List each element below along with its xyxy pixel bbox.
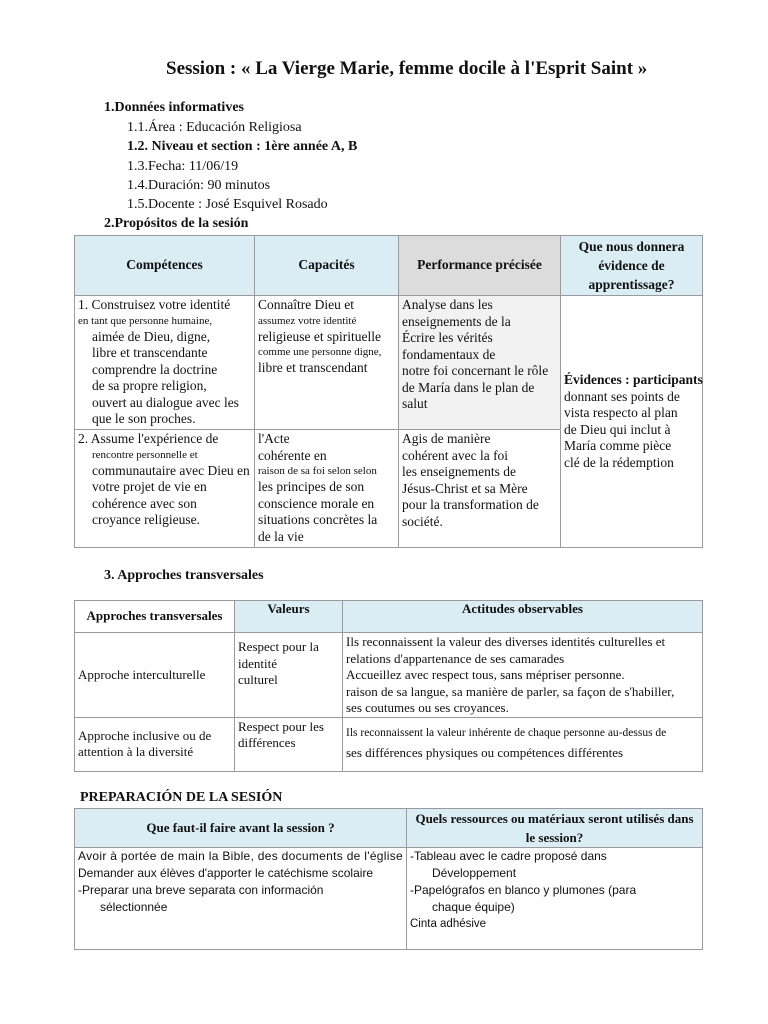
- info-teacher: 1.5.Docente : José Esquivel Rosado: [127, 197, 328, 212]
- header-evidence: Que nous donnera évidence de apprentissage?: [561, 236, 703, 296]
- text-line: Accueillez avec respect tous, sans mépriser personne.: [346, 667, 625, 682]
- approach-intercultural: Approche interculturelle: [75, 633, 235, 718]
- text-line: enseignements de la: [402, 313, 511, 329]
- info-area: 1.1.Área : Educación Religiosa: [127, 120, 302, 135]
- text-line: croyance religieuse.: [92, 512, 200, 527]
- text-line: Cinta adhésive: [410, 918, 487, 930]
- header-capacites: Capacités: [255, 236, 399, 296]
- preparation-table: [74, 808, 703, 950]
- text-line: donnant ses points de: [564, 388, 680, 404]
- attitude-cell-1: [343, 633, 703, 718]
- text-line: libre et transcendant: [258, 360, 368, 375]
- text-line: de la vie: [258, 528, 304, 544]
- text-line: Approche inclusive ou de: [78, 727, 212, 743]
- purposes-table: [74, 235, 703, 548]
- section-4-heading: PREPARACIÓN DE LA SESIÓN: [80, 790, 283, 805]
- text-line: de Dieu qui inclut à: [564, 421, 671, 437]
- approach-inclusive: [75, 717, 235, 771]
- text-line: les principes de son: [258, 479, 365, 494]
- text-line: rencontre personnelle et: [92, 448, 198, 461]
- text-line: 2. Assume l'expérience de: [78, 431, 219, 446]
- value-cell-1: [235, 633, 343, 718]
- header-competences: Compétences: [75, 236, 255, 296]
- text-line: Évidences : participants: [564, 372, 703, 387]
- text-line: votre projet de vie en: [92, 479, 207, 494]
- text-line: -Preparar una breve separata con información: [78, 883, 324, 897]
- text-line: sélectionnée: [100, 900, 168, 914]
- text-line: attention à la diversité: [78, 744, 194, 759]
- text-line: Respect pour la: [238, 639, 319, 654]
- text-line: culturel: [238, 672, 278, 687]
- text-line: de María dans le plan de: [402, 379, 535, 395]
- text-line: 1. Construisez votre identité: [78, 297, 231, 312]
- text-line: cohérente en: [258, 447, 327, 463]
- text-line: cohérence avec son: [92, 495, 197, 511]
- text-line: chaque équipe): [432, 900, 515, 914]
- text-line: Jésus-Christ et sa Mère: [402, 480, 528, 496]
- text-line: Avoir à portée de main la Bible, des documents de l'église: [78, 849, 403, 863]
- row1-performance: [399, 296, 561, 430]
- text-line: -Papelógrafos en blanco y plumones (para: [410, 883, 637, 897]
- text-line: société.: [402, 513, 443, 529]
- text-line: raison de sa langue, sa manière de parler, sa façon de s'habiller,: [346, 683, 675, 699]
- text-line: Ils reconnaissent la valeur des diverses identités culturelles et: [346, 634, 666, 649]
- text-line: différences: [238, 735, 296, 750]
- text-line: Respect pour les: [238, 718, 324, 734]
- text-line: situations concrètes la: [258, 512, 378, 527]
- before-session-cell: [75, 848, 407, 950]
- section-2-heading: 2.Propósitos de la sesión: [104, 216, 249, 231]
- row1-competence: [75, 296, 255, 430]
- attitude-cell-2: [343, 717, 703, 771]
- info-level: 1.2. Niveau et section : 1ère année A, B: [127, 139, 358, 154]
- text-line: vista respecto al plan: [564, 405, 678, 420]
- text-line: cohérent avec la foi: [402, 447, 509, 463]
- text-line: Demander aux élèves d'apporter le catéchisme scolaire: [78, 866, 374, 880]
- text-line: les enseignements de: [402, 464, 516, 479]
- text-line: comme une personne digne,: [258, 346, 382, 358]
- text-line: communautaire avec Dieu en: [92, 462, 250, 478]
- text-line: María comme pièce: [564, 438, 672, 453]
- transversal-table: [74, 600, 703, 772]
- info-date: 1.3.Fecha: 11/06/19: [127, 159, 239, 174]
- text-line: Analyse dans les: [402, 297, 493, 312]
- row2-competence: [75, 430, 255, 548]
- text-line: notre foi concernant le rôle: [402, 363, 549, 378]
- text-line: libre et transcendante: [92, 345, 208, 360]
- row1-capacity: [255, 296, 399, 430]
- row2-capacity: [255, 430, 399, 548]
- text-line: clé de la rédemption: [564, 454, 674, 470]
- text-line: ses différences physiques ou compétences différentes: [346, 744, 624, 760]
- header-values: Valeurs: [235, 601, 343, 633]
- text-line: ouvert au dialogue avec les: [92, 394, 239, 410]
- text-line: pour la transformation de: [402, 497, 539, 512]
- text-line: l'Acte: [258, 431, 290, 446]
- section-3-heading: 3. Approches transversales: [104, 568, 264, 583]
- text-line: en tant que personne humaine,: [78, 314, 213, 327]
- header-resources: Quels ressources ou matériaux seront utilisés dans le session?: [407, 809, 703, 848]
- text-line: identité: [238, 655, 277, 671]
- text-line: Développement: [432, 866, 517, 880]
- value-cell-2: [235, 717, 343, 771]
- text-line: salut: [402, 396, 428, 411]
- text-line: Ils reconnaissent la valeur inhérente de chaque personne au-dessus de: [346, 726, 667, 739]
- header-attitudes: Actitudes observables: [343, 601, 703, 633]
- header-approaches: Approches transversales: [75, 601, 235, 633]
- section-1-heading: 1.Données informatives: [104, 100, 244, 115]
- text-line: Connaître Dieu et: [258, 297, 354, 312]
- header-performance: Performance précisée: [399, 236, 561, 296]
- text-line: raison de sa foi selon selon: [258, 465, 377, 477]
- text-line: aimée de Dieu, digne,: [92, 328, 211, 344]
- row2-performance: [399, 430, 561, 548]
- text-line: assumez votre identité: [258, 314, 357, 327]
- text-line: religieuse et spirituelle: [258, 328, 381, 344]
- evidence-cell: [561, 296, 703, 548]
- text-line: relations d'appartenance de ses camarades: [346, 650, 565, 666]
- text-line: Écrire les vérités: [402, 330, 493, 345]
- text-line: -Tableau avec le cadre proposé dans: [410, 849, 607, 863]
- text-line: fondamentaux de: [402, 346, 496, 362]
- text-line: conscience morale en: [258, 495, 375, 511]
- text-line: ses coutumes ou ses croyances.: [346, 700, 509, 715]
- text-line: de sa propre religion,: [92, 378, 207, 393]
- text-line: que le son proches.: [92, 411, 196, 426]
- resources-cell: [407, 848, 703, 950]
- text-line: comprendre la doctrine: [92, 361, 218, 377]
- text-line: Agis de manière: [402, 431, 491, 446]
- header-before-session: Que faut-il faire avant la session ?: [75, 809, 407, 848]
- info-duration: 1.4.Duración: 90 minutos: [127, 178, 271, 193]
- page-title: Session : « La Vierge Marie, femme docile à l'Esprit Saint »: [166, 58, 648, 79]
